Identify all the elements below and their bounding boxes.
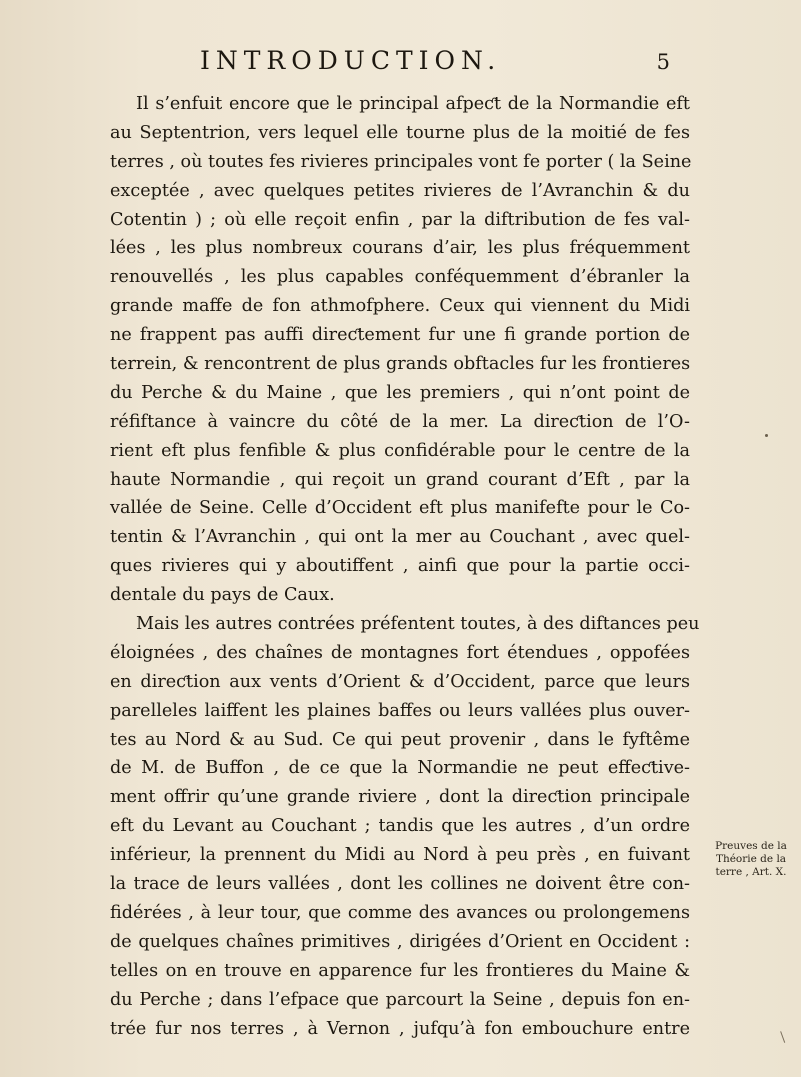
text-line: terrein, & rencontrent de plus grands obftacles fur les frontieres <box>110 354 691 375</box>
text-line: de M. de Buffon , de ce que la Normandie ne peut effeƈtive- <box>110 758 690 779</box>
running-head <box>200 44 670 84</box>
text-line: inférieur, la prennent du Midi au Nord à peu près , en fuivant <box>110 845 690 866</box>
text-line: haute Normandie , qui reçoit un grand courant d’Eft , par la <box>110 469 690 490</box>
text-line: grande maffe de fon athmofphere. Ceux qui viennent du Midi <box>110 296 690 317</box>
margin-note-line: Preuves de la <box>715 840 787 852</box>
text-line: trée fur nos terres , à Vernon , jufqu’à fon embouchure entre <box>110 1018 690 1039</box>
running-title: INTRODUCTION. <box>200 46 502 75</box>
text-line: Il s’enfuit encore que le principal afpeƈt de la Normandie eft <box>136 94 690 114</box>
text-line: au Septentrion, vers lequel elle tourne plus de la moitié de fes <box>110 122 690 143</box>
text-line: rient eft plus fenfible & plus confidérable pour le centre de la <box>110 440 690 461</box>
ink-mark <box>780 1029 791 1043</box>
text-line: du Perche & du Maine , que les premiers , qui n’ont point de <box>110 382 690 403</box>
body-text <box>110 90 700 1043</box>
text-line: éloignées , des chaînes de montagnes fort étendues , oppofées <box>110 642 690 663</box>
text-line: Cotentin ) ; où elle reçoit enfin , par la diftribution de fes val- <box>110 209 690 230</box>
text-line: du Perche ; dans l’efpace que parcourt la Seine , depuis fon en- <box>110 989 690 1010</box>
text-line: ment offrir qu’une grande riviere , dont la direƈtion principale <box>110 787 690 808</box>
text-line: exceptée , avec quelques petites rivieres de l’Avranchin & du <box>110 180 690 201</box>
ink-speck <box>765 434 768 437</box>
text-line: en direƈtion aux vents d’Orient & d’Occident, parce que leurs <box>110 671 690 692</box>
text-line: la trace de leurs vallées , dont les collines ne doivent être con- <box>110 874 690 895</box>
margin-note <box>703 840 799 879</box>
text-line: fidérées , à leur tour, que comme des avances ou prolongemens <box>110 902 690 923</box>
text-line: ques rivieres qui y aboutiffent , ainfi que pour la partie occi- <box>110 556 690 577</box>
text-line: vallée de Seine. Celle d’Occident eft plus manifefte pour le Co- <box>110 498 690 519</box>
margin-note-line: Théorie de la <box>715 853 787 865</box>
text-line: eft du Levant au Couchant ; tandis que les autres , d’un ordre <box>110 816 690 837</box>
text-line: Mais les autres contrées préfentent toutes, à des diftances peu <box>136 614 700 635</box>
text-line: tentin & l’Avranchin , qui ont la mer au Couchant , avec quel- <box>110 527 690 548</box>
text-line: ne frappent pas auffi direƈtement fur une fi grande portion de <box>110 325 690 346</box>
text-line: de quelques chaînes primitives , dirigées d’Orient en Occident : <box>110 931 690 952</box>
page-number: 5 <box>656 50 670 74</box>
text-line: renouvellés , les plus capables conféquemment d’ébranler la <box>110 267 690 288</box>
text-line: terres , où toutes fes rivieres principales vont fe porter ( la Seine <box>110 151 692 172</box>
text-line: telles on en trouve en apparence fur les frontieres du Maine & <box>110 960 690 981</box>
margin-note-line: terre , Art. X. <box>715 866 787 878</box>
text-line: réfiftance à vaincre du côté de la mer. La direƈtion de l’O- <box>110 411 690 432</box>
text-line: parelleles laiffent les plaines baffes ou leurs vallées plus ouver- <box>110 700 690 721</box>
text-line: lées , les plus nombreux courans d’air, les plus fréquemment <box>110 238 690 259</box>
text-line: tes au Nord & au Sud. Ce qui peut provenir , dans le fyftême <box>110 729 690 750</box>
text-line: dentale du pays de Caux. <box>110 585 335 606</box>
